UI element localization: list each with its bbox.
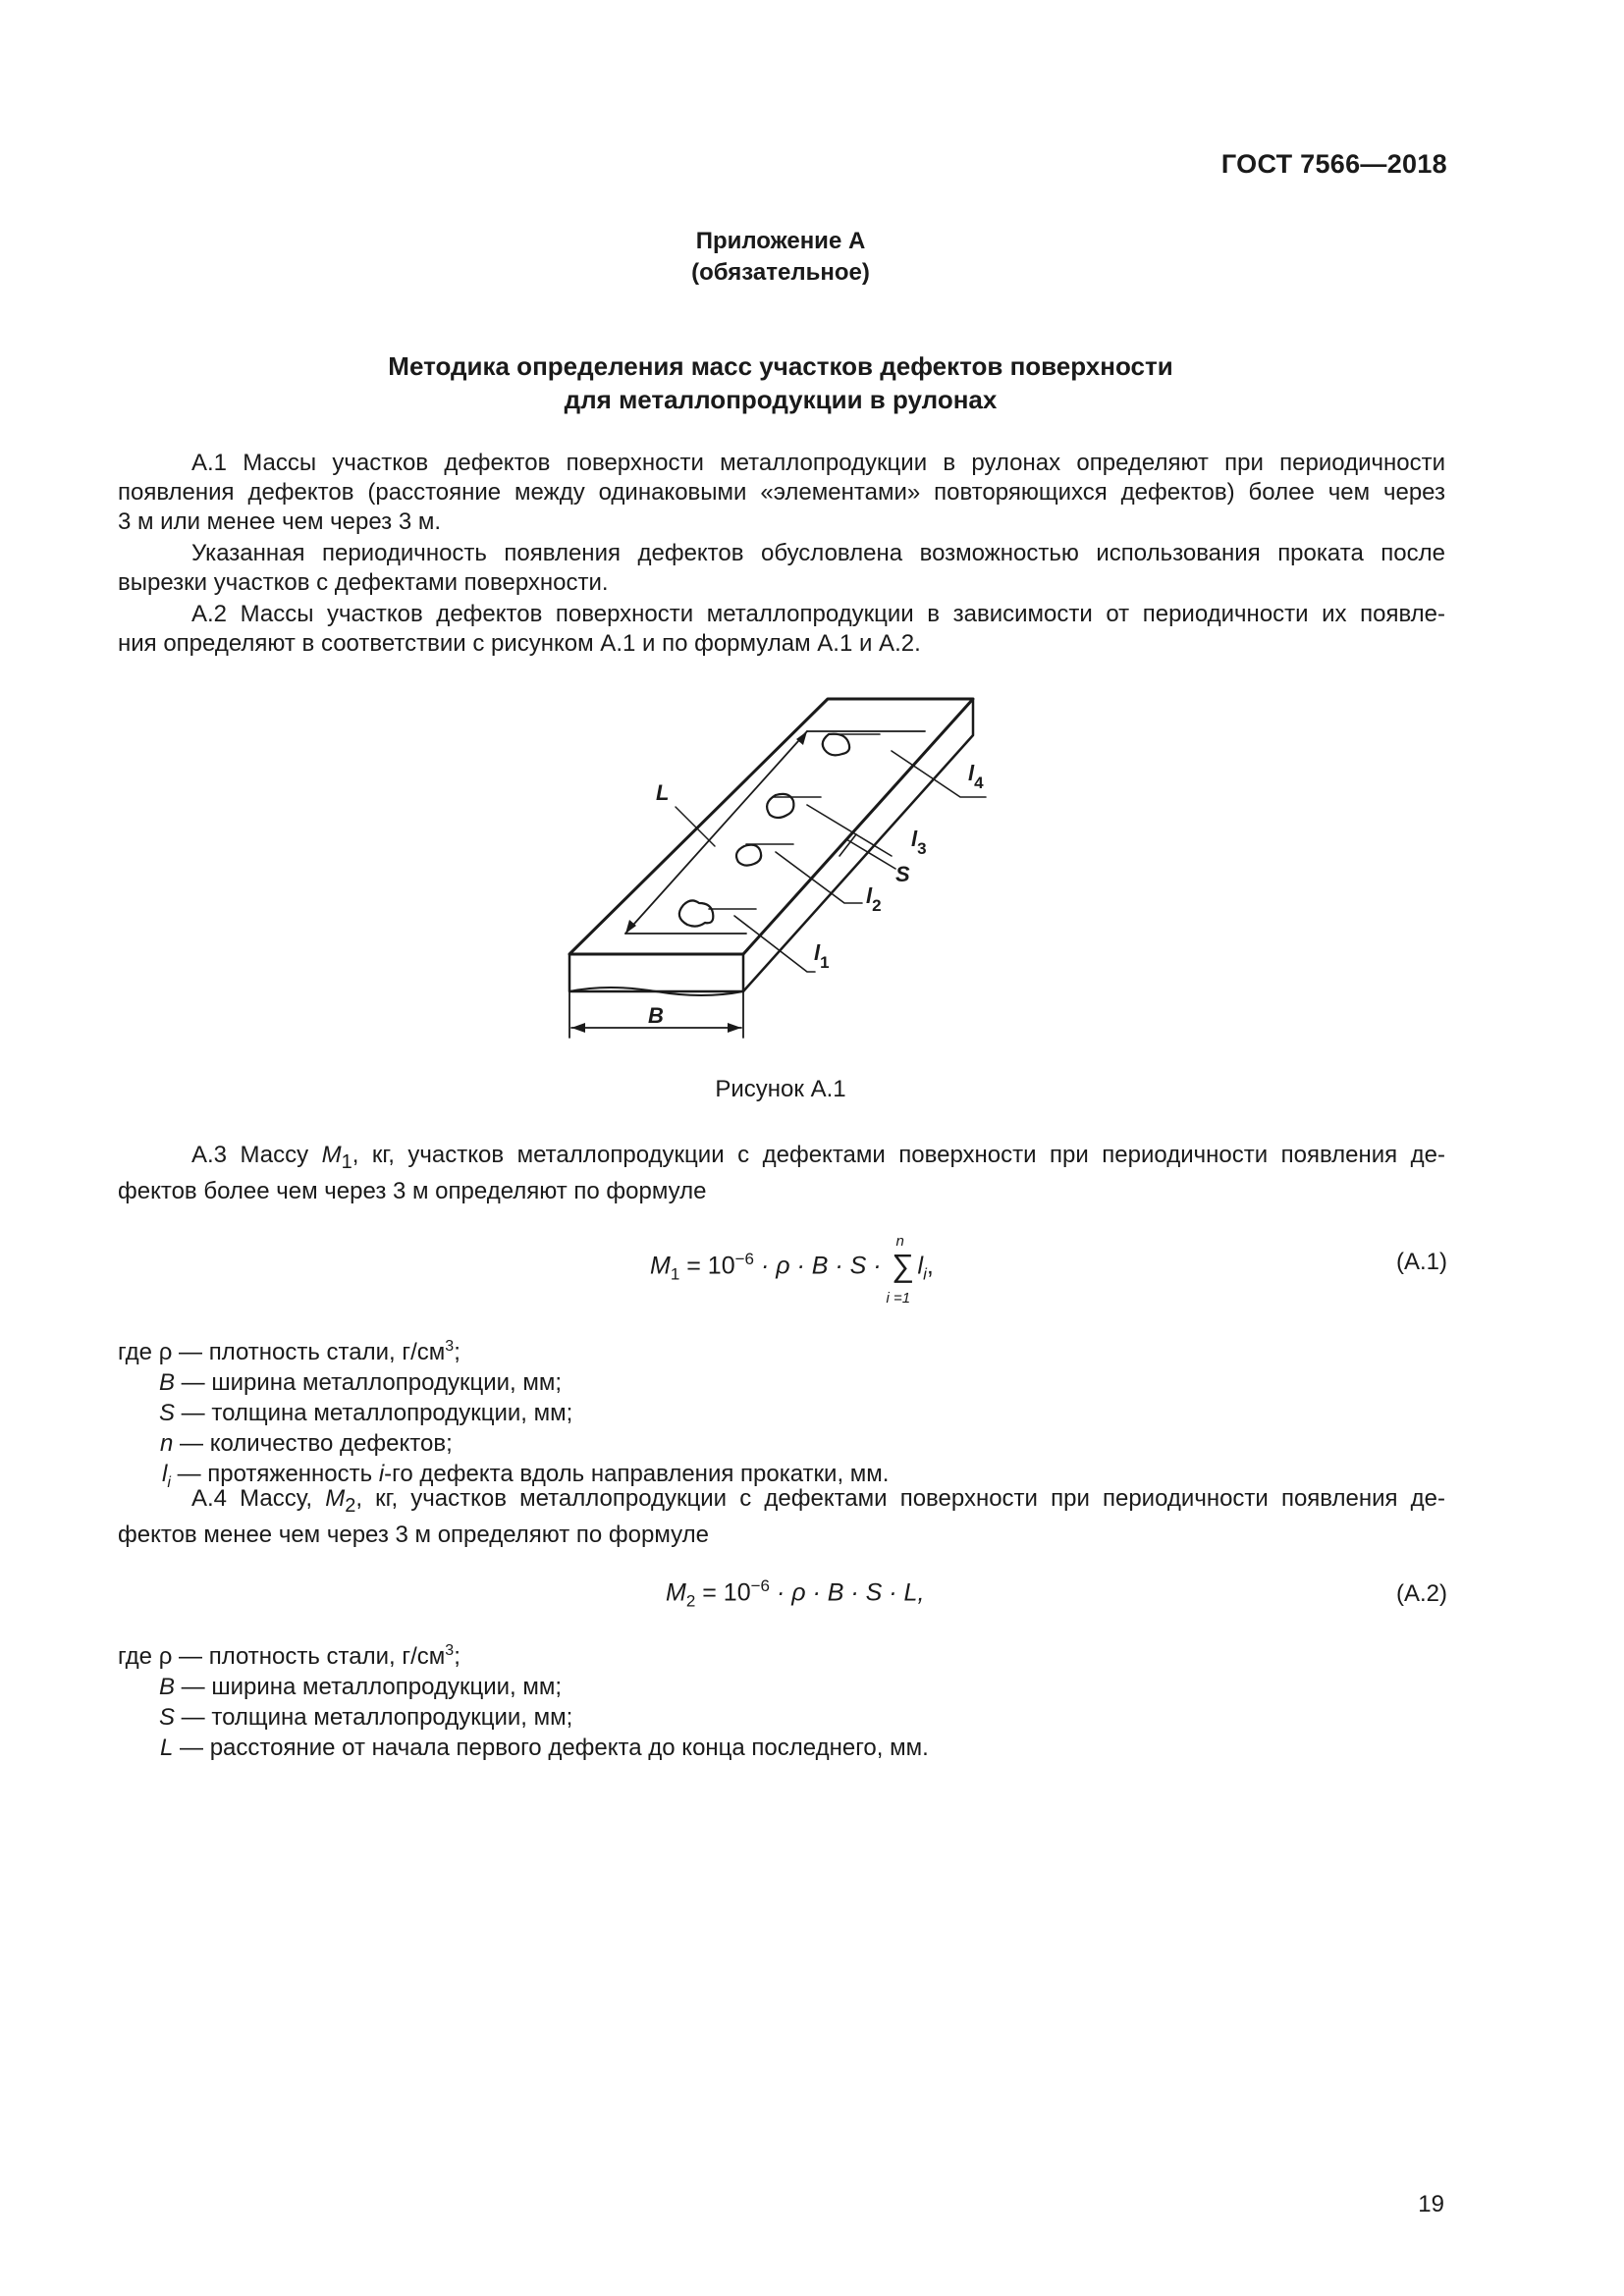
text-line: А.3 Массу $M_1$, кг, участков металлопродукции с дефектами поверхности при периодичности появления де- (191, 1142, 1446, 1173)
definition-row: B — ширина металлопродукции, мм; (159, 1674, 563, 1700)
paragraph-a4 (118, 1484, 1445, 1550)
summation: n ∑ i =1 (886, 1233, 914, 1308)
fig-label-l1: $l_1$ (814, 940, 830, 972)
paragraph-a1 (118, 449, 1445, 537)
text-line: фектов более чем через 3 м определяют по формуле (118, 1177, 707, 1204)
definition-row: S — толщина металлопродукции, мм; (159, 1400, 573, 1426)
defect-1 (679, 900, 714, 926)
section-title-line: Методика определения масс участков дефектов поверхности (388, 351, 1173, 381)
fig-label-B: B (648, 1003, 664, 1028)
page-number: 19 (1418, 2191, 1444, 2217)
equation-number-a1: (А.1) (1395, 1249, 1447, 1275)
paragraph-a2 (118, 600, 1445, 659)
section-title-line: для металлопродукции в рулонах (564, 385, 998, 414)
figure-caption: Рисунок А.1 (715, 1076, 846, 1102)
text-line: вырезки участков с дефектами поверхности. (118, 569, 609, 596)
section-title (0, 349, 1561, 416)
definition-row: где ρ — плотность стали, $г/см^3$; (118, 1338, 460, 1365)
appendix-status: (обязательное) (691, 259, 870, 286)
text-line: А.2 Массы участков дефектов поверхности металлопродукции в зависимости от периодичности их появле- (191, 601, 1445, 627)
definitions-a2 (118, 1635, 929, 1763)
formula-a2: $M_2 = 10^{-6} \cdot \rho \cdot B \cdot S \cdot L$, (666, 1576, 925, 1611)
fig-label-S: S (895, 862, 910, 886)
figure-a1 (550, 687, 1001, 1050)
definitions-a1 (118, 1331, 889, 1498)
fig-label-l3: $l_3$ (911, 827, 927, 858)
text-line: Указанная периодичность появления дефектов обусловлена возможностью использования проката после (191, 540, 1445, 566)
fig-label-l4: $l_4$ (968, 761, 984, 792)
text-line: 3 м или менее чем через 3 м. (118, 508, 442, 535)
fig-label-L: L (656, 780, 670, 805)
strip-front-face (569, 954, 743, 991)
standard-header: ГОСТ 7566—2018 (1220, 149, 1447, 179)
definition-row: $l_i$ — протяженность i-го дефекта вдоль направления прокатки, мм. (162, 1461, 890, 1491)
defect-2 (736, 845, 761, 866)
defect-4 (823, 734, 849, 756)
equation-number-a2: (А.2) (1395, 1580, 1447, 1607)
definition-row: где ρ — плотность стали, $г/см^3$; (118, 1642, 460, 1670)
strip-side-face (743, 699, 973, 991)
text-line: А.4 Массу, $M_2$, кг, участков металлопродукции с дефектами поверхности при периодичности появления де- (191, 1485, 1446, 1517)
definition-row: S — толщина металлопродукции, мм; (159, 1704, 573, 1731)
appendix-title: Приложение А (695, 228, 866, 254)
fig-label-l2: $l_2$ (866, 883, 882, 915)
paragraph-a3 (118, 1141, 1445, 1206)
definition-row: B — ширина металлопродукции, мм; (159, 1369, 563, 1396)
paragraph-a1b (118, 539, 1445, 598)
text-line: ния определяют в соответствии с рисунком А.1 и по формулам А.1 и А.2. (118, 630, 921, 657)
text-line: фектов менее чем через 3 м определяют по формуле (118, 1521, 709, 1548)
definition-row: L — расстояние от начала первого дефекта до конца последнего, мм. (160, 1735, 929, 1761)
formula-a1: $M_1 = 10^{-6} \cdot \rho \cdot B \cdot S$ · n ∑ i =1 $l_i$, (650, 1233, 934, 1308)
l-dimension-line (625, 731, 807, 934)
text-line: появления дефектов (расстояние между одинаковыми «элементами» повторяющихся дефектов) более чем через (118, 479, 1445, 506)
text-line: А.1 Массы участков дефектов поверхности металлопродукции в рулонах определяют при периодичности (191, 450, 1445, 476)
definition-row: n — количество дефектов; (160, 1430, 453, 1457)
